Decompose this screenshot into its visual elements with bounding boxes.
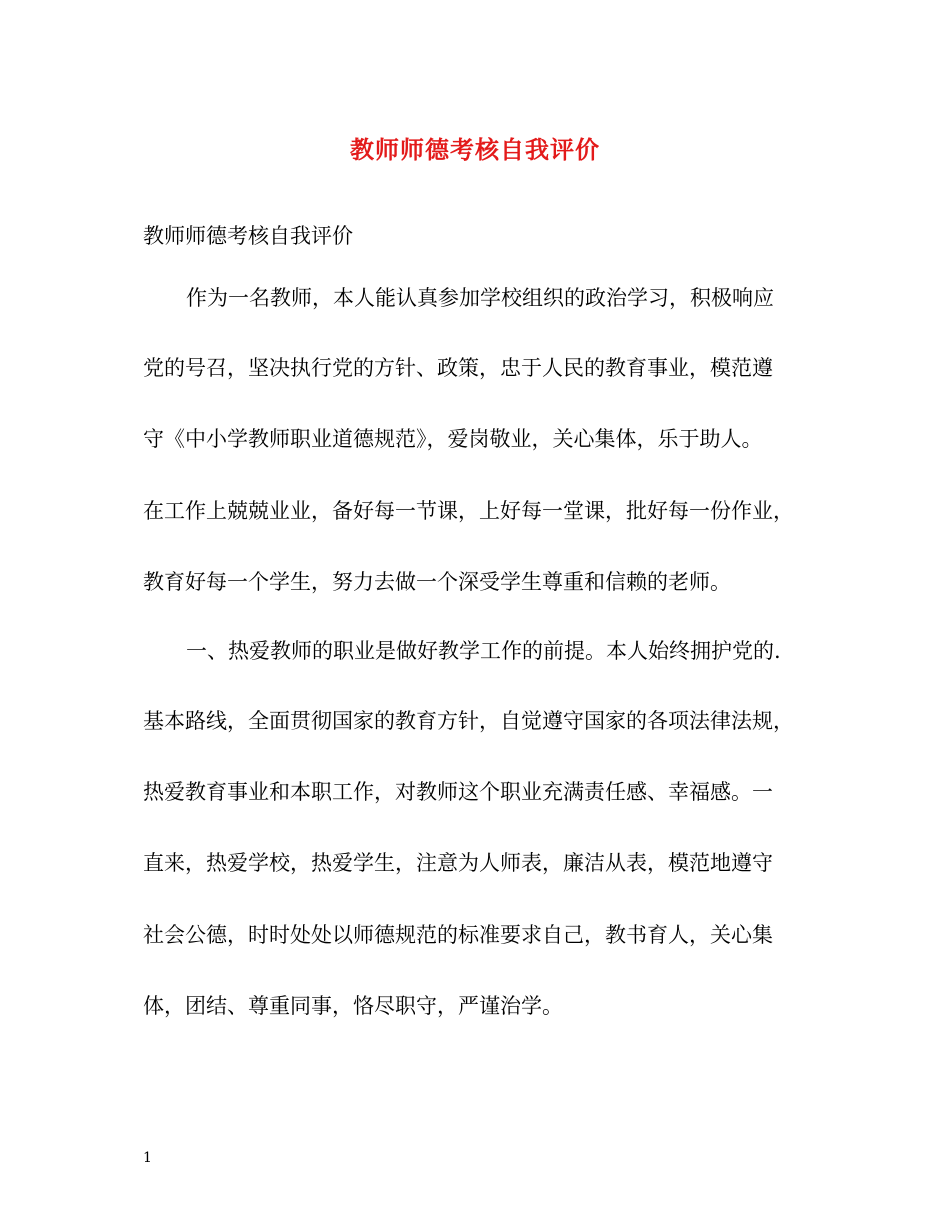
paragraph-line: 在工作上兢兢业业，备好每一节课，上好每一堂课，批好每一份作业， xyxy=(143,499,794,523)
document-title: 教师师德考核自我评价 xyxy=(350,135,600,164)
paragraph-line: 作为一名教师，本人能认真参加学校组织的政治学习，积极响应 xyxy=(186,286,774,310)
paragraph-line: 教育好每一个学生，努力去做一个深受学生尊重和信赖的老师。 xyxy=(143,570,731,594)
paragraph-line: 热爱教育事业和本职工作，对教师这个职业充满责任感、幸福感。一 xyxy=(143,780,773,804)
page-number: 1 xyxy=(143,1150,152,1166)
paragraph-line: 党的号召，坚决执行党的方针、政策，忠于人民的教育事业，模范遵 xyxy=(143,356,773,380)
paragraph-line: 直来，热爱学校，热爱学生，注意为人师表，廉洁从表，模范地遵守 xyxy=(143,851,773,875)
paragraph-line: 基本路线，全面贯彻国家的教育方针，自觉遵守国家的各项法律法规， xyxy=(143,709,794,733)
paragraph-line: 体，团结、尊重同事，恪尽职守，严谨治学。 xyxy=(143,994,563,1018)
paragraph-line: 守《中小学教师职业道德规范》，爱岗敬业，关心集体，乐于助人。 xyxy=(143,427,763,451)
paragraph-line: 社会公德，时时处处以师德规范的标准要求自己，教书育人，关心集 xyxy=(143,923,773,947)
document-subtitle: 教师师德考核自我评价 xyxy=(143,224,353,248)
paragraph-line: 一、热爱教师的职业是做好教学工作的前提。本人始终拥护党的. xyxy=(186,639,781,663)
